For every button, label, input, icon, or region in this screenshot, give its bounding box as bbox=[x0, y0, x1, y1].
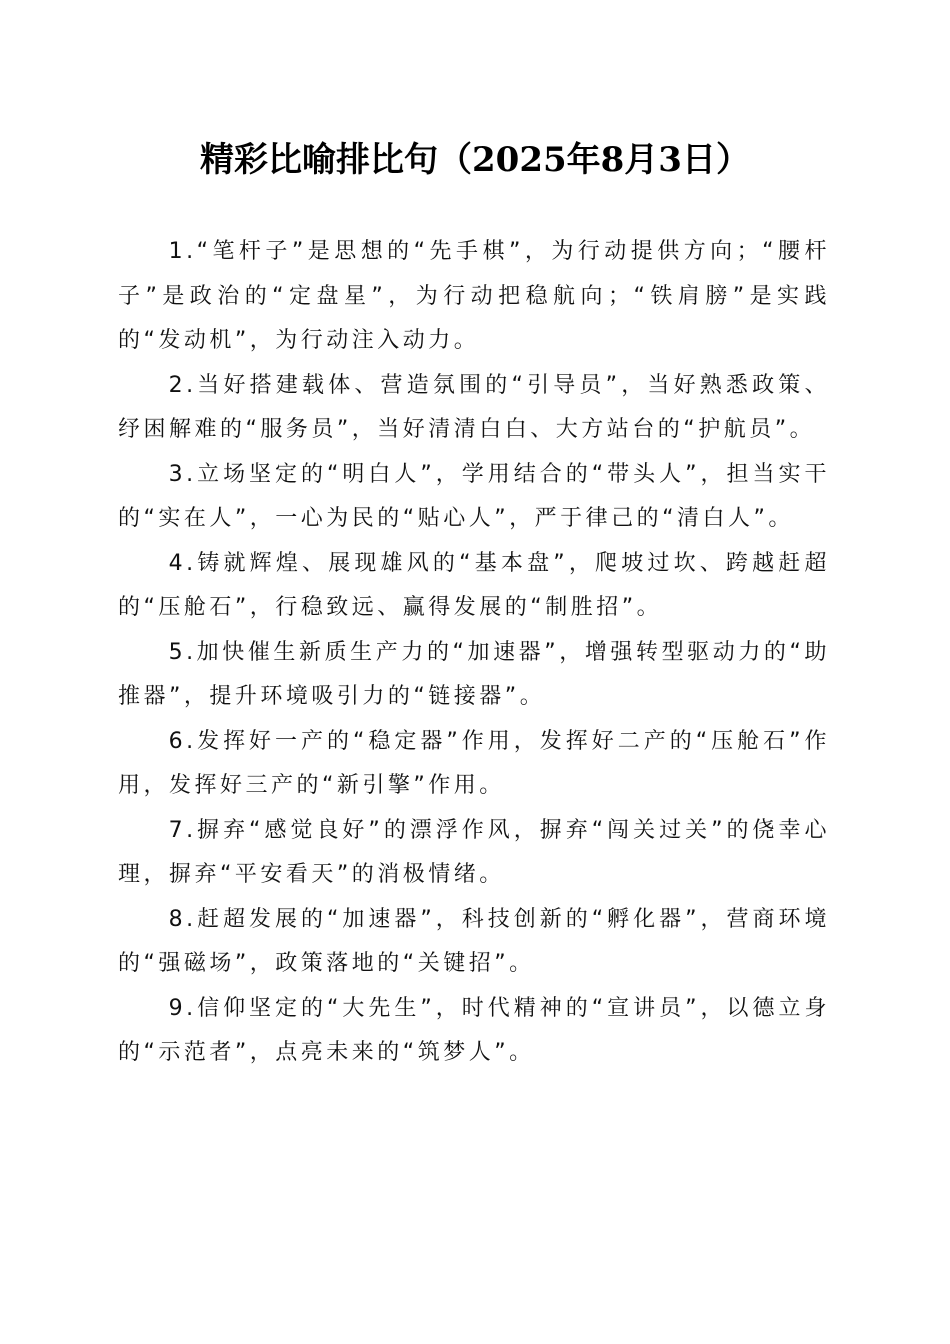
paragraph-7: 7.摒弃“感觉良好”的漂浮作风，摒弃“闯关过关”的侥幸心理，摒弃“平安看天”的消极情绪。 bbox=[118, 817, 830, 887]
paragraph-9: 9.信仰坚定的“大先生”，时代精神的“宣讲员”，以德立身的“示范者”，点亮未来的“筑梦人”。 bbox=[118, 995, 830, 1065]
paragraph-8: 8.赶超发展的“加速器”，科技创新的“孵化器”，营商环境的“强磁场”，政策落地的“关键招”。 bbox=[118, 906, 830, 976]
paragraph-2: 2.当好搭建载体、营造氛围的“引导员”，当好熟悉政策、纾困解难的“服务员”，当好清清白白、大方站台的“护航员”。 bbox=[118, 372, 830, 442]
paragraph-5: 5.加快催生新质生产力的“加速器”，增强转型驱动力的“助推器”，提升环境吸引力的“链接器”。 bbox=[118, 639, 830, 709]
paragraph-6: 6.发挥好一产的“稳定器”作用，发挥好二产的“压舱石”作用，发挥好三产的“新引擎”作用。 bbox=[118, 728, 830, 798]
document-title: 精彩比喻排比句（2025年8月3日） bbox=[200, 140, 750, 180]
paragraph-3: 3.立场坚定的“明白人”，学用结合的“带头人”，担当实干的“实在人”，一心为民的“贴心人”，严于律己的“清白人”。 bbox=[118, 461, 830, 531]
document-body bbox=[118, 230, 830, 1076]
paragraph-1: 1.“笔杆子”是思想的“先手棋”，为行动提供方向；“腰杆子”是政治的“定盘星”，为行动把稳航向；“铁肩膀”是实践的“发动机”，为行动注入动力。 bbox=[118, 239, 830, 353]
paragraph-4: 4.铸就辉煌、展现雄风的“基本盘”，爬坡过坎、跨越赶超的“压舱石”，行稳致远、赢得发展的“制胜招”。 bbox=[118, 550, 830, 620]
